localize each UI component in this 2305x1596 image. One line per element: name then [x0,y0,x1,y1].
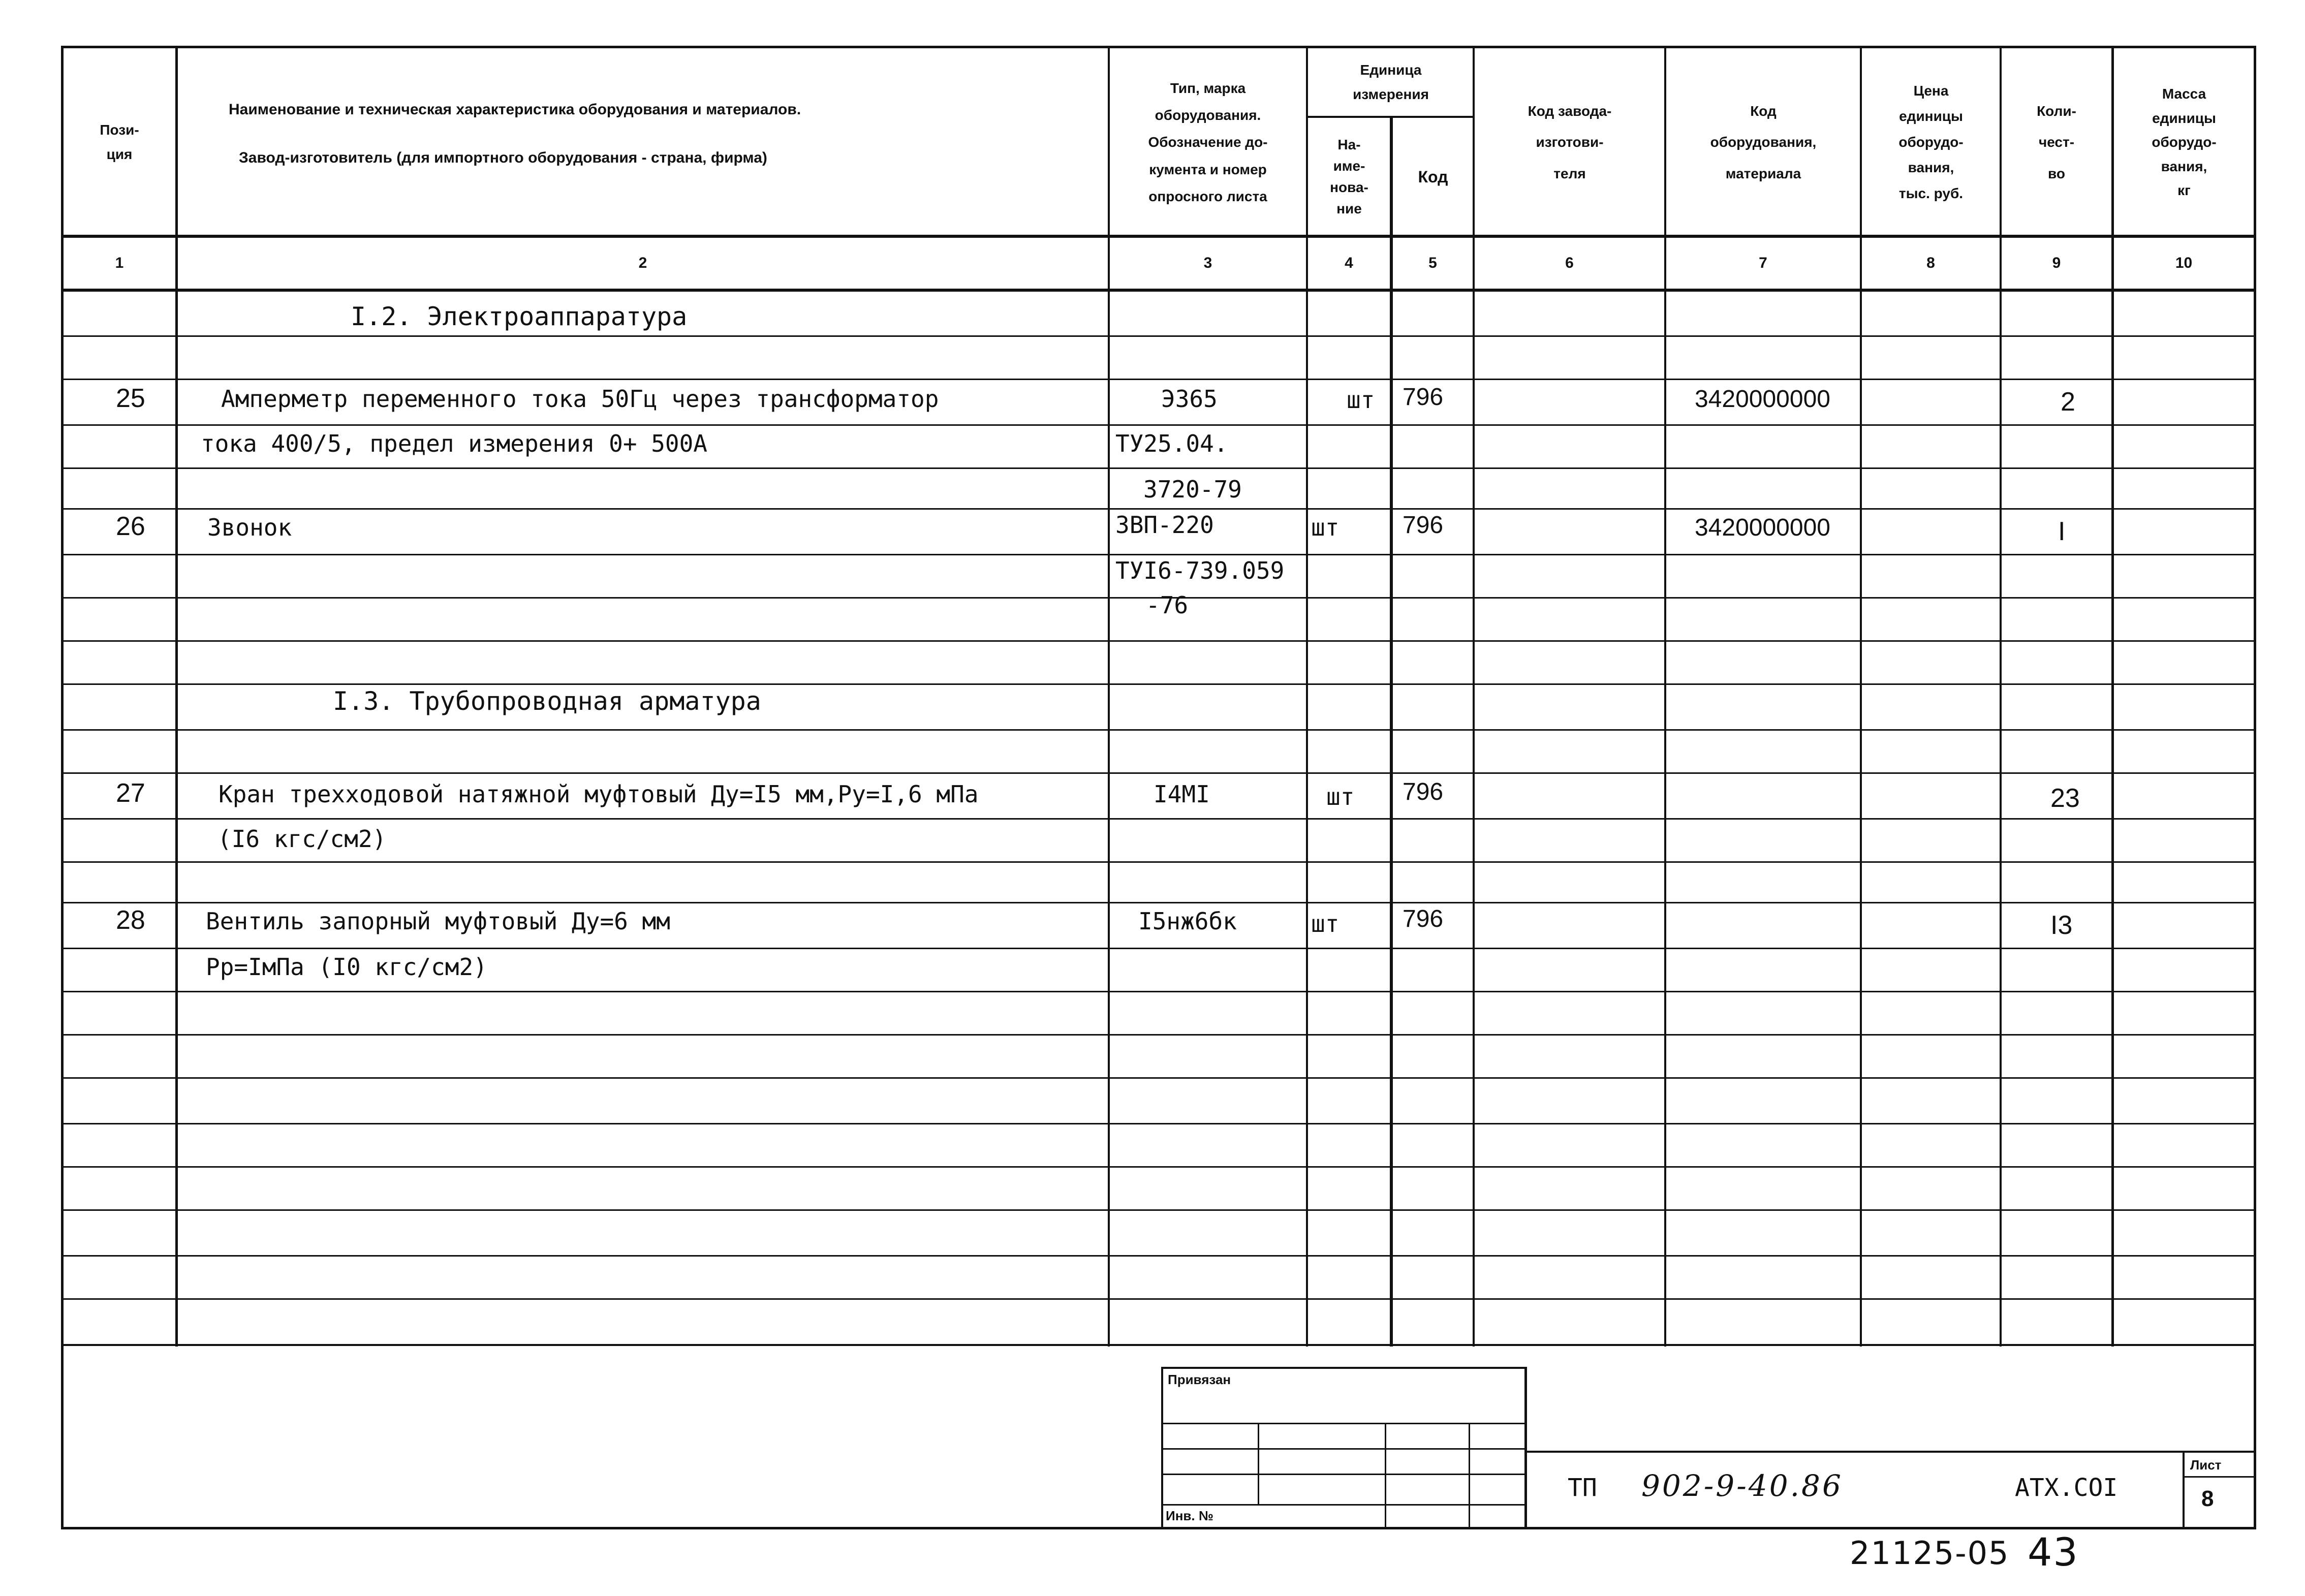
item-type: I4МI [1154,780,1210,808]
item-type-doc: ТУI6-739.059 [1115,557,1285,584]
stamp-privyazan-label: Привязан [1168,1372,1231,1387]
item-position: 27 [116,778,145,808]
item-quantity: 2 [2061,387,2075,417]
item-type: Э365 [1161,385,1218,413]
item-type: ЗВП-220 [1115,511,1214,539]
item-quantity: 23 [2050,784,2080,813]
item-position: 28 [116,905,145,935]
item-equipment-code: 3420000000 [1695,386,1830,413]
column-number: 5 [1428,255,1437,271]
header-unit-price: Цена единицы оборудо- вания, тыс. руб. [1898,83,1964,201]
header-position: Пози- ция [100,122,139,162]
column-number: 6 [1565,255,1574,271]
item-type-doc-cont: -76 [1146,591,1189,619]
header-quantity: Коли- чест- во [2037,103,2076,181]
handwritten-archive-code: 21125-05 [1850,1535,2010,1572]
header-unit-group: Единица измерения [1353,62,1429,102]
column-number: 10 [2175,255,2193,271]
sheet-label: Лист [2190,1457,2222,1473]
column-number: 3 [1203,255,1212,271]
header-manufacturer-code: Код завода- изготови- теля [1528,103,1612,181]
column-number: 4 [1345,255,1353,271]
item-unit: шт [1347,386,1375,414]
item-name-cont: Рр=IмПа (I0 кгс/см2) [206,953,487,981]
header-name-line2: Завод-изготовитель (для импортного оборудования - страна, фирма) [239,149,767,166]
document-code: АТХ.COI [2015,1474,2118,1502]
header-unit-name: На- име- нова- ние [1330,137,1368,216]
item-unit-code: 796 [1403,905,1444,932]
item-name: Кран трехходовой натяжной муфтовый Ду=I5 мм,Ру=I,6 мПа [219,780,979,808]
header-name-line1: Наименование и техническая характеристика оборудования и материалов. [229,101,801,118]
item-name-cont: (I6 кгс/см2) [217,825,387,853]
column-number: 1 [115,255,124,271]
header-unit-code: Код [1418,167,1448,186]
item-type-doc: ТУ25.04. [1115,430,1228,457]
item-unit: шт [1326,783,1355,810]
section-title-pipe-fittings: I.3. Трубопроводная арматура [333,686,761,716]
item-type: I5нж6бк [1138,907,1237,935]
header-unit-mass: Масса единицы оборудо- вания, кг [2152,86,2217,199]
handwritten-page-number: 43 [2028,1529,2079,1575]
item-unit: шт [1311,514,1340,541]
item-unit-code: 796 [1403,384,1444,411]
item-quantity: I3 [2050,911,2073,940]
item-name: Звонок [207,514,292,541]
item-position: 25 [116,384,145,413]
header-type: Тип, марка оборудования. Обозначение до- кумента и номер опросного листа [1148,80,1268,204]
item-unit-code: 796 [1403,778,1444,805]
item-position: 26 [116,512,145,541]
column-number: 7 [1759,255,1767,271]
section-title-electrical: I.2. Электроаппаратура [351,302,688,331]
column-number: 9 [2052,255,2061,271]
item-unit-code: 796 [1403,512,1444,539]
tp-number: 902-9-40.86 [1641,1468,1843,1503]
column-number: 2 [638,255,647,271]
item-name: Вентиль запорный муфтовый Ду=6 мм [206,907,670,935]
sheet-number: 8 [2201,1486,2214,1511]
header-equipment-code: Код оборудования, материала [1710,103,1817,181]
item-name-cont: тока 400/5, предел измерения 0+ 500А [201,430,707,457]
column-number: 8 [1926,255,1935,271]
item-unit: шт [1311,910,1340,937]
item-type-doc-cont: 3720-79 [1143,476,1242,503]
item-equipment-code: 3420000000 [1695,514,1830,541]
item-name: Амперметр переменного тока 50Гц через трансформатор [221,385,939,413]
stamp-inventory-label: Инв. № [1166,1508,1213,1523]
item-quantity: I [2058,517,2066,546]
tp-prefix: ТП [1568,1474,1597,1502]
